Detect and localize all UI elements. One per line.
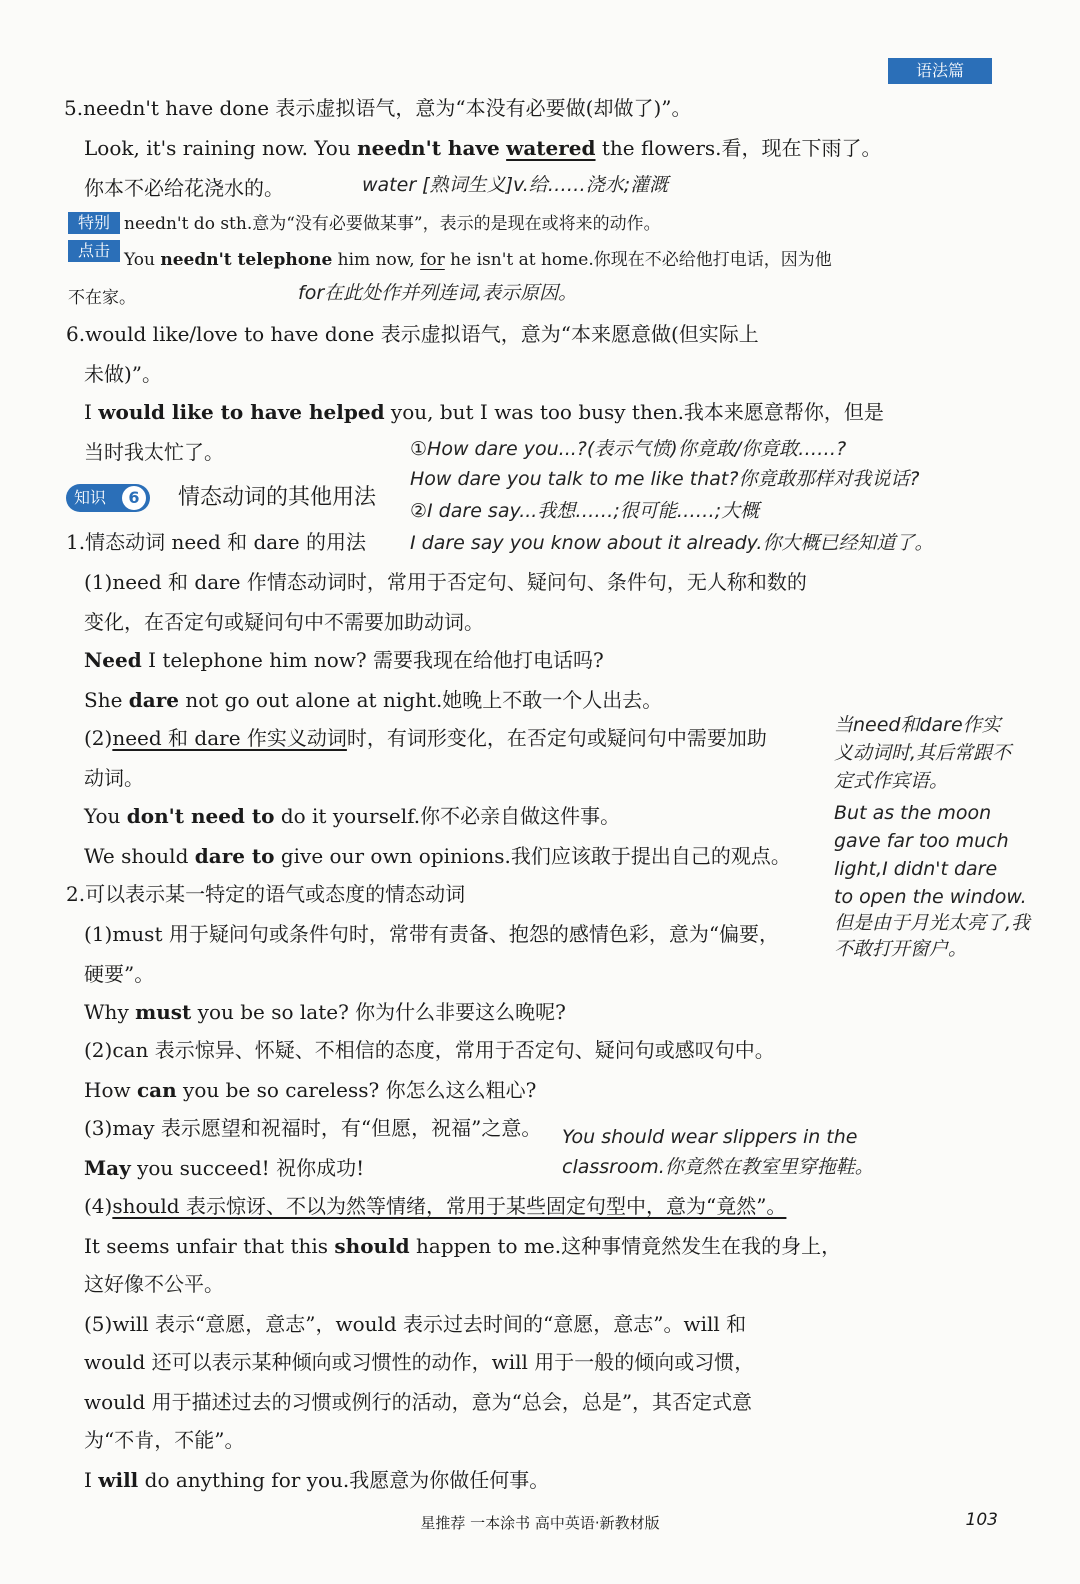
side-note-4: But as the moon (834, 802, 992, 824)
handwritten-dare-note-4: I dare say you know about it already.你大概已经知道了。 (410, 532, 934, 554)
knowledge-title: 情态动词的其他用法 (178, 485, 377, 510)
handwritten-note-water: water [熟词生义]v.给……浇水;灌溉 (362, 174, 669, 196)
handwritten-note-for: for在此处作并列连词,表示原因。 (298, 282, 578, 304)
p2-heading: 2.可以表示某一特定的语气或态度的情态动词 (66, 882, 466, 906)
p2-example4-cont: 这好像不公平。 (84, 1272, 224, 1296)
s6-example: I would like to have helped you, but I was too busy then.我本来愿意帮你，但是 (84, 400, 884, 424)
p1-example1: Need I telephone him now? 需要我现在给他打电话吗? (84, 648, 604, 672)
p2-example5: I will do anything for you.我愿意为你做任何事。 (84, 1468, 550, 1492)
side-note-8: 但是由于月光太亮了,我 (834, 912, 1031, 934)
p2-example1: Why must you be so late? 你为什么非要这么晚呢? (84, 1000, 566, 1024)
s6-example-cont: 当时我太忙了。 (84, 440, 224, 464)
p1-heading: 1.情态动词 need 和 dare 的用法 (66, 530, 366, 554)
tebie-example-cont: 不在家。 (68, 288, 136, 308)
tebie-text: needn't do sth.意为“没有必要做某事”，表示的是现在或将来的动作。 (124, 214, 661, 234)
s6-heading-line2: 未做)”。 (84, 362, 163, 386)
p2-item3: (3)may 表示愿望和祝福时，有“但愿，祝福”之意。 (84, 1116, 542, 1140)
knowledge-number: 6 (122, 486, 146, 510)
tebie-label-bottom: 点击 (68, 240, 120, 262)
p1-item1-line1: (1)need 和 dare 作情态动词时，常用于否定句、疑问句、条件句，无人称和数的 (84, 570, 807, 594)
p2-item2: (2)can 表示惊异、怀疑、不相信的态度，常用于否定句、疑问句或感叹句中。 (84, 1038, 775, 1062)
side-note-9: 不敢打开窗户。 (834, 938, 968, 960)
p2-item4: (4)should 表示惊讶、不以为然等情绪，常用于某些固定句型中，意为“竟然”。 (84, 1194, 787, 1218)
side-note-6: light,I didn't dare (834, 858, 998, 880)
p2-example4: It seems unfair that this should happen to me.这种事情竟然发生在我的身上， (84, 1234, 842, 1258)
p1-item1-line2: 变化，在否定句或疑问句中不需要加助动词。 (84, 610, 484, 634)
p1-example3: You don't need to do it yourself.你不必亲自做这件事。 (84, 804, 621, 828)
section-tag: 语法篇 (888, 58, 992, 84)
p2-example3: May you succeed! 祝你成功! (84, 1156, 365, 1180)
handwritten-dare-note-3: ②I dare say...我想……;很可能……;大概 (410, 500, 760, 522)
p1-example4: We should dare to give our own opinions.我们应该敢于提出自己的观点。 (84, 844, 791, 868)
slipper-note-1: You should wear slippers in the (562, 1126, 858, 1148)
s6-heading-line1: 6.would like/love to have done 表示虚拟语气，意为“本来愿意做(但实际上 (66, 322, 759, 346)
side-note-1: 当need和dare作实 (834, 714, 1001, 736)
tebie-example: You needn't telephone him now, for he isn't at home.你现在不必给他打电话，因为他 (124, 250, 832, 270)
p2-example2: How can you be so careless? 你怎么这么粗心? (84, 1078, 537, 1102)
handwritten-dare-note-2: How dare you talk to me like that?你竟敢那样对我说话? (410, 468, 920, 490)
p2-item5-line1: (5)will 表示“意愿，意志”，would 表示过去时间的“意愿，意志”。will 和 (84, 1312, 747, 1336)
slipper-note-2: classroom.你竟然在教室里穿拖鞋。 (562, 1156, 874, 1178)
handwritten-dare-note-1: ①How dare you...?(表示气愤)你竟敢/你竟敢……? (410, 438, 847, 460)
p1-item2-line2: 动词。 (84, 766, 144, 790)
page-number: 103 (965, 1510, 998, 1530)
p1-item2-line1: (2)need 和 dare 作实义动词时，有词形变化，在否定句或疑问句中需要加助 (84, 726, 767, 750)
p2-item5-line3: would 用于描述过去的习惯或例行的活动，意为“总会，总是”，其否定式意 (84, 1390, 753, 1414)
side-note-2: 义动词时,其后常跟不 (834, 742, 1012, 764)
side-note-3: 定式作宾语。 (834, 770, 949, 792)
s5-heading: 5.needn't have done 表示虚拟语气，意为“本没有必要做(却做了)”。 (64, 96, 692, 120)
tebie-label-top: 特别 (68, 212, 120, 234)
p1-example2: She dare not go out alone at night.她晚上不敢一个人出去。 (84, 688, 663, 712)
side-note-7: to open the window. (834, 886, 1027, 908)
knowledge-badge: 知识 6 (66, 484, 150, 512)
p2-item5-line4: 为“不肯，不能”。 (84, 1428, 245, 1452)
side-note-5: gave far too much (834, 830, 1009, 852)
p2-item1-line2: 硬要”。 (84, 962, 155, 986)
footer-text: 星推荐 一本涂书 高中英语·新教材版 (420, 1514, 660, 1532)
s5-example-translation: 你本不必给花浇水的。 (84, 176, 284, 200)
s5-example: Look, it's raining now. You needn't have watered the flowers.看，现在下雨了。 (84, 136, 882, 160)
p2-item5-line2: would 还可以表示某种倾向或习惯性的动作，will 用于一般的倾向或习惯， (84, 1350, 755, 1374)
p2-item1-line1: (1)must 用于疑问句或条件句时，常带有责备、抱怨的感情色彩，意为“偏要， (84, 922, 780, 946)
